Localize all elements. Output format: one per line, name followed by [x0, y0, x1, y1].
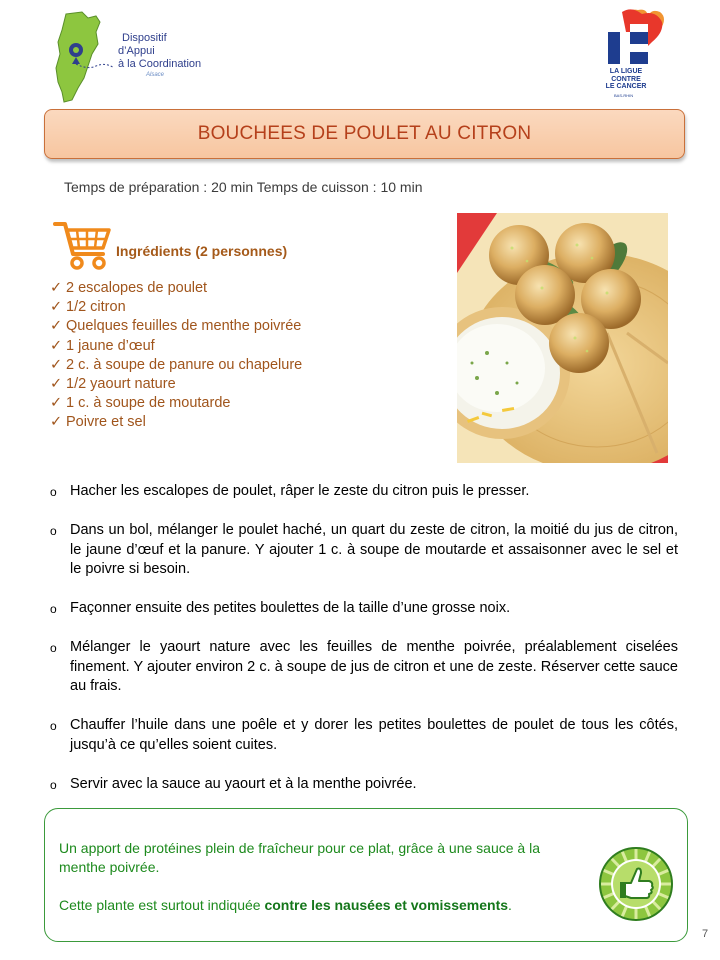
ingredient-item — [50, 394, 302, 413]
ligue-cross-icon — [602, 8, 672, 68]
preparation-steps — [50, 482, 678, 814]
step-item — [50, 521, 678, 580]
checkmark-icon: ✓ — [50, 395, 63, 412]
tip-paragraph-2: Cette plante est surtout indiquée contre les nausées et vomissements. — [59, 897, 512, 913]
ingredient-text: 2 escalopes de poulet — [66, 280, 208, 296]
ingredient-text: 1 jaune d’œuf — [66, 337, 155, 354]
dac-line-4: Alsace — [146, 72, 165, 78]
dac-logo — [52, 8, 202, 108]
chicken-bites-illustration — [457, 213, 668, 463]
ingredients-heading: Ingrédients (2 personnes) — [116, 243, 288, 259]
bullet-icon: o — [50, 485, 57, 499]
step-text: Hacher les escalopes de poulet, râper le zeste du citron puis le presser. — [70, 483, 530, 499]
ingredient-item — [50, 413, 302, 432]
alsace-map-icon — [52, 8, 122, 108]
title-banner — [44, 109, 685, 159]
thumbs-up-icon — [599, 847, 673, 921]
ingredients-list — [50, 279, 302, 433]
page-number: 7 — [702, 928, 709, 940]
dac-line-1: Dispositif — [122, 32, 167, 44]
checkmark-icon: ✓ — [50, 356, 63, 373]
step-text: Façonner ensuite des petites boulettes de la taille d’une grosse noix. — [70, 600, 511, 616]
ingredient-text: Quelques feuilles de menthe poivrée — [66, 318, 302, 335]
dac-line-3: à la Coordination — [118, 58, 202, 70]
recipe-title: BOUCHEES DE POULET AU CITRON — [197, 123, 532, 144]
step-item — [50, 638, 678, 697]
ingredient-item — [50, 298, 302, 317]
ligue-subtitle: BAS-RHIN — [614, 93, 634, 98]
ingredient-item — [50, 279, 302, 298]
recipe-photo — [457, 213, 668, 463]
tip-box — [44, 808, 688, 942]
ingredient-item — [50, 375, 302, 394]
ingredient-item — [50, 356, 302, 375]
checkmark-icon: ✓ — [50, 280, 63, 296]
tip-paragraph-1: Un apport de protéines plein de fraîcheur pour ce plat, grâce à une sauce à la menthe poivrée. — [59, 840, 540, 875]
ingredient-text: 2 c. à soupe de panure ou chapelure — [66, 356, 303, 373]
ingredient-item — [50, 337, 302, 356]
ligue-contre-le-cancer-logo — [602, 8, 672, 103]
ingredient-text: Poivre et sel — [66, 414, 146, 431]
step-item — [50, 716, 678, 755]
ingredient-text: 1/2 yaourt nature — [66, 376, 176, 393]
checkmark-icon: ✓ — [50, 299, 63, 316]
ingredient-item — [50, 317, 302, 336]
shopping-cart-icon — [53, 218, 111, 272]
bullet-icon: o — [50, 719, 57, 733]
checkmark-icon: ✓ — [50, 318, 63, 335]
bullet-icon: o — [50, 641, 57, 655]
step-item — [50, 775, 678, 795]
ingredient-text: 1/2 citron — [66, 299, 126, 316]
step-text: Chauffer l’huile dans une poêle et y dorer les petites boulettes de poulet de tous les côtés, jusqu’à ce qu’elles soient cuites. — [70, 717, 678, 753]
ingredient-text: 1 c. à soupe de moutarde — [66, 395, 231, 412]
ligue-text: LA LIGUE CONTRE LE CANCER — [605, 68, 647, 90]
step-text: Dans un bol, mélanger le poulet haché, un quart du zeste de citron, la moitié du jus de citron, le jaune d’œuf et la panure. Y ajouter 1 c. à soupe de moutarde et assaisonner avec le sel et le poivre si besoin. — [70, 522, 678, 577]
checkmark-icon: ✓ — [50, 414, 63, 431]
step-text: Mélanger le yaourt nature avec les feuilles de menthe poivrée, préalablement ciselées finement. Y ajouter environ 2 c. à soupe de jus de citron et une de zeste. Réserver cette sauce au frais. — [70, 639, 678, 694]
bullet-icon: o — [50, 524, 57, 538]
step-text: Servir avec la sauce au yaourt et à la menthe poivrée. — [70, 775, 417, 792]
preparation-times: Temps de préparation : 20 min Temps de cuisson : 10 min — [64, 179, 423, 195]
bullet-icon: o — [50, 777, 57, 792]
dac-line-2: d’Appui — [118, 45, 155, 57]
checkmark-icon: ✓ — [50, 376, 63, 393]
step-item — [50, 482, 678, 502]
tip-text — [59, 839, 589, 934]
bullet-icon: o — [50, 602, 57, 616]
checkmark-icon: ✓ — [50, 337, 63, 354]
step-item — [50, 599, 678, 619]
